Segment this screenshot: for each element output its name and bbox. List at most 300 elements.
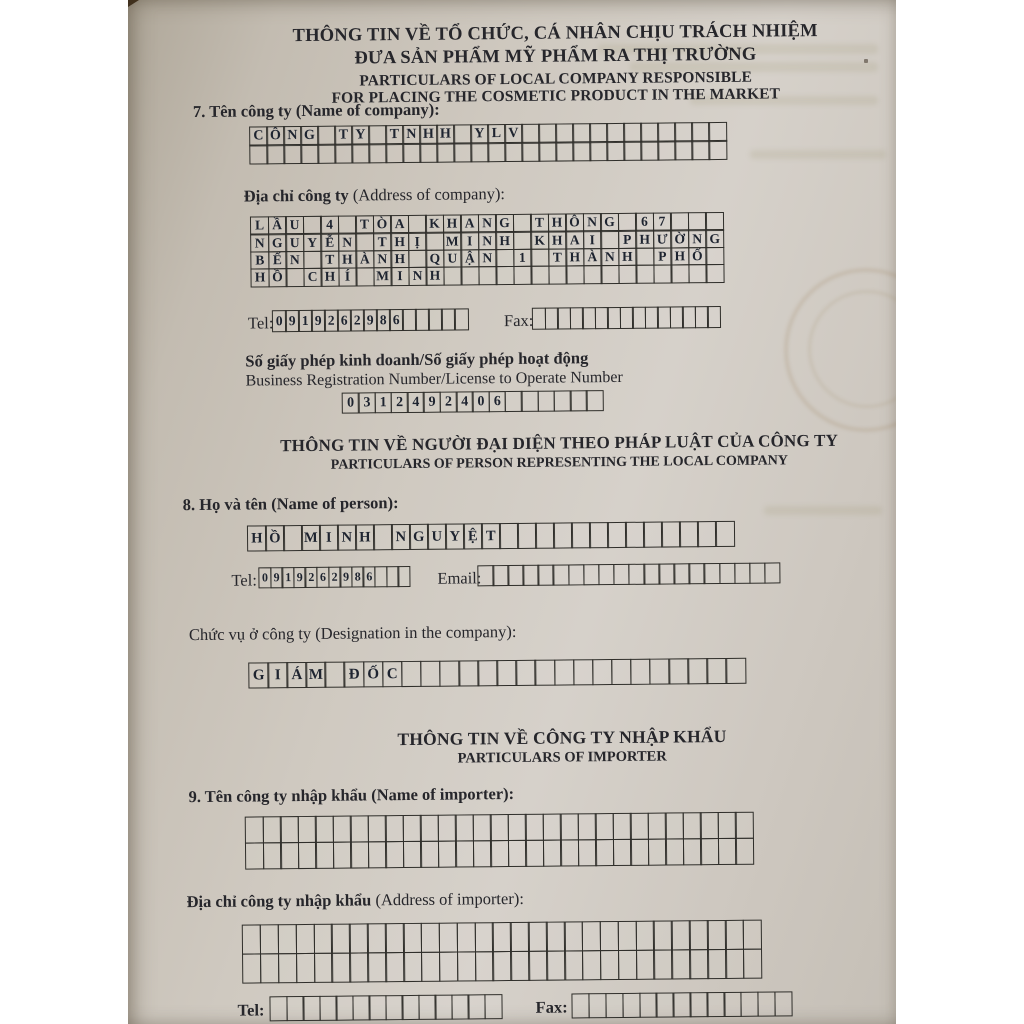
char-row [272, 308, 469, 332]
char-cell [420, 661, 441, 687]
char-cell: 2 [324, 310, 339, 332]
char-row [269, 994, 502, 1021]
char-cell [605, 993, 624, 1018]
char-cell [589, 123, 608, 143]
char-cell [697, 521, 717, 547]
char-cell [735, 837, 754, 864]
char-cell [453, 124, 472, 144]
char-cell: Ố [688, 247, 707, 266]
char-cell [528, 922, 548, 952]
char-cell [401, 661, 422, 687]
char-cell [470, 142, 489, 162]
char-cell [368, 143, 387, 163]
char-cell [262, 816, 281, 843]
char-cell: N [283, 126, 302, 146]
char-cell: G [705, 229, 724, 248]
char-cell [572, 123, 591, 143]
char-cell [592, 659, 613, 685]
char-cell: N [285, 251, 304, 270]
char-cell [647, 838, 666, 865]
company-name-label: 7. Tên công ty (Name of company): [192, 99, 440, 122]
char-cell: N [373, 250, 392, 269]
char-cell [635, 921, 655, 951]
char-cell [661, 521, 681, 547]
char-cell [708, 140, 727, 160]
char-cell [513, 266, 532, 285]
char-cell: U [443, 249, 462, 268]
char-cell: L [487, 124, 506, 144]
char-cell [706, 658, 727, 684]
char-cell [425, 232, 444, 251]
char-cell [367, 952, 387, 982]
char-cell: 9 [339, 567, 352, 588]
char-row [247, 521, 735, 552]
char-cell: 9 [270, 567, 283, 588]
char-cell [260, 924, 280, 954]
char-cell [245, 816, 264, 843]
char-cell [707, 948, 727, 978]
char-cell [456, 922, 476, 952]
char-cell [285, 268, 304, 287]
form-title-vi-line1: THÔNG TIN VỀ TỔ CHỨC, CÁ NHÂN CHỊU TRÁCH NHIỆM [292, 21, 818, 47]
char-cell [315, 841, 334, 868]
license-number-grid [342, 390, 604, 414]
char-cell [554, 659, 575, 685]
char-cell [635, 247, 654, 266]
char-cell: 4 [320, 216, 339, 235]
char-cell: Y [351, 125, 370, 145]
char-cell [297, 841, 316, 868]
char-cell [538, 142, 557, 162]
char-cell [553, 522, 573, 548]
char-cell [553, 390, 571, 411]
char-cell [521, 391, 539, 412]
char-cell [317, 126, 336, 146]
char-cell [266, 144, 285, 164]
char-cell: N [408, 267, 427, 286]
char-cell: H [250, 268, 269, 287]
importer-section-title-vi: THÔNG TIN VỀ CÔNG TY NHẬP KHẨU [397, 725, 727, 750]
char-cell: I [583, 230, 602, 249]
char-cell: À [355, 250, 374, 269]
char-row [249, 140, 727, 164]
char-cell: Ệ [463, 523, 483, 549]
char-cell [453, 142, 472, 162]
char-cell [665, 812, 684, 839]
char-cell: T [530, 214, 549, 233]
char-cell [492, 951, 512, 981]
char-cell: Ồ [268, 268, 287, 287]
char-cell: H [548, 231, 567, 250]
char-cell: 1 [298, 310, 313, 332]
char-cell [455, 814, 474, 841]
char-cell: M [301, 525, 321, 551]
char-cell [725, 948, 745, 978]
char-cell: 9 [293, 567, 306, 588]
char-cell [317, 144, 336, 164]
char-cell [385, 923, 405, 953]
char-cell [630, 813, 649, 840]
char-cell [242, 924, 262, 954]
designation-grid [248, 658, 746, 689]
char-cell: M [306, 662, 327, 688]
char-cell [586, 390, 604, 411]
char-cell [546, 922, 566, 952]
char-cell: Í [338, 267, 357, 286]
char-cell [689, 920, 709, 950]
char-cell [280, 816, 299, 843]
char-cell [332, 816, 351, 843]
char-cell [402, 815, 421, 842]
char-cell [577, 839, 596, 866]
char-cell [525, 839, 544, 866]
char-cell [478, 266, 497, 285]
char-cell [595, 813, 614, 840]
char-cell [249, 144, 268, 164]
char-cell [420, 815, 439, 842]
char-cell [245, 842, 264, 869]
char-cell [671, 949, 691, 979]
char-cell: Y [470, 124, 489, 144]
char-cell [639, 993, 658, 1018]
char-cell [572, 141, 591, 161]
importer-address-label-vi: Địa chỉ công ty nhập khẩu [186, 890, 372, 912]
char-cell: N [600, 248, 619, 267]
char-cell [555, 123, 574, 143]
char-cell [612, 813, 631, 840]
char-cell [635, 265, 654, 284]
char-cell [582, 950, 602, 980]
char-cell [385, 815, 404, 842]
char-cell [688, 264, 707, 283]
char-cell [670, 264, 689, 283]
company-fax-label: Fax: [503, 310, 534, 331]
char-cell [611, 659, 632, 685]
char-cell: N [478, 231, 497, 250]
char-row [571, 991, 792, 1018]
char-cell: 6 [337, 310, 352, 332]
char-cell [657, 122, 676, 142]
char-cell: H [436, 125, 455, 145]
char-cell [420, 840, 439, 867]
char-cell [653, 264, 672, 283]
char-cell [331, 924, 351, 954]
company-name-grid [249, 122, 727, 164]
char-cell: Ò [372, 215, 391, 234]
char-cell [600, 921, 620, 951]
char-cell: 9 [285, 310, 300, 332]
char-cell: N [391, 524, 411, 550]
char-cell: Ố [363, 661, 384, 687]
char-cell [679, 521, 699, 547]
char-cell: Ư [653, 230, 672, 249]
char-cell [726, 658, 747, 684]
importer-tel-label: Tel: [237, 1000, 265, 1020]
char-cell [690, 992, 709, 1017]
char-cell [421, 951, 441, 981]
char-cell [764, 562, 781, 583]
char-cell: Á [286, 662, 307, 688]
char-cell: T [355, 215, 374, 234]
char-cell: G [600, 213, 619, 232]
char-cell: G [268, 233, 287, 252]
char-cell [367, 841, 386, 868]
char-cell [300, 144, 319, 164]
form-title-en-line2: FOR PLACING THE COSMETIC PRODUCT IN THE MARKET [331, 85, 781, 107]
char-cell [302, 996, 320, 1021]
char-cell: 1 [374, 392, 392, 413]
char-cell [368, 125, 387, 145]
char-cell [717, 812, 736, 839]
char-cell [484, 994, 502, 1019]
char-cell: H [247, 525, 267, 551]
char-cell: T [334, 126, 353, 146]
char-cell: P [618, 230, 637, 249]
char-cell [564, 921, 584, 951]
char-cell [437, 815, 456, 842]
char-cell [525, 814, 544, 841]
char-cell [407, 215, 426, 234]
char-cell [705, 247, 724, 266]
char-cell [334, 144, 353, 164]
char-cell [653, 949, 673, 979]
importer-name-grid [245, 812, 754, 869]
char-cell [725, 920, 745, 950]
char-cell [582, 921, 602, 951]
char-cell: Ế [268, 251, 287, 270]
char-cell [350, 841, 369, 868]
char-cell [278, 953, 298, 983]
char-cell [542, 839, 561, 866]
char-cell [337, 215, 356, 234]
char-cell [475, 951, 495, 981]
char-cell [402, 143, 421, 163]
char-cell: 8 [351, 566, 364, 587]
char-cell [313, 924, 333, 954]
char-cell [636, 949, 656, 979]
char-cell [707, 992, 726, 1017]
char-cell [385, 995, 403, 1020]
char-cell: Đ [344, 661, 365, 687]
importer-section-title-en: PARTICULARS OF IMPORTER [457, 748, 667, 767]
char-cell: T [548, 248, 567, 267]
char-cell [436, 143, 455, 163]
char-cell [439, 951, 459, 981]
char-cell [302, 216, 321, 235]
char-cell [315, 816, 334, 843]
char-cell: M [443, 232, 462, 251]
char-cell [625, 522, 645, 548]
char-cell [487, 142, 506, 162]
char-cell: H [419, 125, 438, 145]
char-cell [535, 523, 555, 549]
char-cell: I [390, 267, 409, 286]
char-row [258, 566, 410, 588]
char-cell: 2 [328, 567, 341, 588]
importer-address-grid [242, 920, 763, 983]
char-cell [600, 230, 619, 249]
char-cell: T [320, 250, 339, 269]
char-cell [517, 523, 537, 549]
char-cell [707, 920, 727, 950]
company-fax-grid [532, 306, 721, 330]
designation-label: Chức vụ ở công ty (Designation in the company): [188, 621, 517, 645]
char-cell: H [355, 524, 375, 550]
char-cell: I [267, 662, 288, 688]
form-title-en-line1: PARTICULARS OF LOCAL COMPANY RESPONSIBLE [359, 68, 753, 90]
char-cell [325, 662, 346, 688]
char-cell [401, 995, 419, 1020]
company-tel-grid [272, 308, 469, 332]
char-cell: I [460, 232, 479, 251]
char-cell: H [320, 268, 339, 287]
char-cell [735, 812, 754, 839]
char-cell: Ầ [267, 216, 286, 235]
char-cell [630, 838, 649, 865]
char-cell: 1 [282, 567, 295, 588]
char-cell [560, 813, 579, 840]
importer-fax-grid [571, 991, 792, 1018]
char-cell: G [409, 524, 429, 550]
char-cell [687, 658, 708, 684]
char-cell [700, 812, 719, 839]
char-cell: K [530, 231, 549, 250]
char-cell: H [442, 214, 461, 233]
char-cell [707, 306, 721, 328]
char-cell [349, 952, 369, 982]
char-cell [507, 839, 526, 866]
char-cell [297, 816, 316, 843]
char-cell [367, 923, 387, 953]
char-cell: H [618, 247, 637, 266]
char-cell: H [495, 231, 514, 250]
char-cell [513, 231, 532, 250]
char-cell: 6 [389, 309, 404, 331]
char-cell: N [338, 233, 357, 252]
char-cell [521, 142, 540, 162]
char-cell [403, 951, 423, 981]
char-cell [577, 813, 596, 840]
char-cell [700, 838, 719, 865]
char-cell: G [300, 126, 319, 146]
char-cell [743, 948, 763, 978]
char-cell [280, 842, 299, 869]
char-cell: U [285, 216, 304, 235]
char-cell [723, 992, 742, 1017]
char-cell: 0 [258, 567, 271, 588]
char-cell [385, 143, 404, 163]
importer-address-label-en: (Address of importer): [371, 888, 524, 910]
char-cell: Ô [266, 126, 285, 146]
char-cell [537, 391, 555, 412]
char-cell: C [303, 268, 322, 287]
char-cell: 2 [305, 567, 318, 588]
char-cell [242, 953, 262, 983]
char-cell: H [635, 230, 654, 249]
char-cell [510, 950, 530, 980]
char-cell [439, 923, 459, 953]
char-cell [612, 838, 631, 865]
char-cell [691, 122, 710, 142]
person-tel-label: Tel: [231, 570, 257, 590]
char-cell [492, 922, 512, 952]
char-cell: U [285, 233, 304, 252]
char-cell [521, 124, 540, 144]
char-cell [467, 994, 485, 1019]
char-cell: 6 [635, 213, 654, 232]
char-cell: A [460, 214, 479, 233]
char-cell: I [319, 525, 339, 551]
char-cell: 1 [513, 248, 532, 267]
company-address-grid [250, 212, 725, 287]
char-cell [555, 141, 574, 161]
char-cell [303, 250, 322, 269]
char-cell: 9 [363, 309, 378, 331]
char-cell: Ễ [320, 233, 339, 252]
char-cell [757, 991, 776, 1016]
char-cell [283, 144, 302, 164]
char-cell [421, 923, 441, 953]
char-cell [499, 523, 519, 549]
char-cell [262, 842, 281, 869]
char-cell: 4 [456, 391, 474, 412]
char-cell: 9 [311, 310, 326, 332]
company-address-label-en: (Address of company): [348, 184, 506, 205]
char-cell [665, 838, 684, 865]
char-cell: N [402, 125, 421, 145]
char-cell: C [249, 126, 268, 146]
char-cell [617, 213, 636, 232]
char-cell: 2 [391, 392, 409, 413]
char-cell [496, 660, 517, 686]
char-cell [490, 840, 509, 867]
char-cell [717, 837, 736, 864]
char-cell [457, 951, 477, 981]
representative-section-title-vi: THÔNG TIN VỀ NGƯỜI ĐẠI DIỆN THEO PHÁP LUẬT CỦA CÔNG TY [280, 430, 839, 456]
char-cell [548, 265, 567, 284]
char-cell: H [390, 232, 409, 251]
char-cell: Ô [565, 213, 584, 232]
person-tel-grid [258, 566, 410, 588]
char-cell [352, 995, 370, 1020]
char-cell: H [338, 250, 357, 269]
char-cell [454, 308, 469, 330]
char-cell [588, 993, 607, 1018]
char-cell [385, 841, 404, 868]
char-cell: 6 [316, 567, 329, 588]
char-cell [472, 814, 491, 841]
char-cell: Y [445, 523, 465, 549]
char-cell: M [373, 267, 392, 286]
char-cell [286, 996, 304, 1021]
char-cell [443, 266, 462, 285]
char-cell [403, 923, 423, 953]
char-row [477, 562, 781, 586]
char-cell: H [390, 250, 409, 269]
char-cell [600, 265, 619, 284]
importer-address-label [186, 889, 524, 912]
char-cell [570, 390, 588, 411]
char-row [342, 390, 604, 414]
char-cell [708, 122, 727, 142]
char-cell: H [565, 248, 584, 267]
char-cell [434, 995, 452, 1020]
char-cell: G [495, 214, 514, 233]
char-cell [355, 233, 374, 252]
char-cell [600, 949, 620, 979]
char-cell: Ị [408, 232, 427, 251]
char-cell: 0 [472, 391, 490, 412]
